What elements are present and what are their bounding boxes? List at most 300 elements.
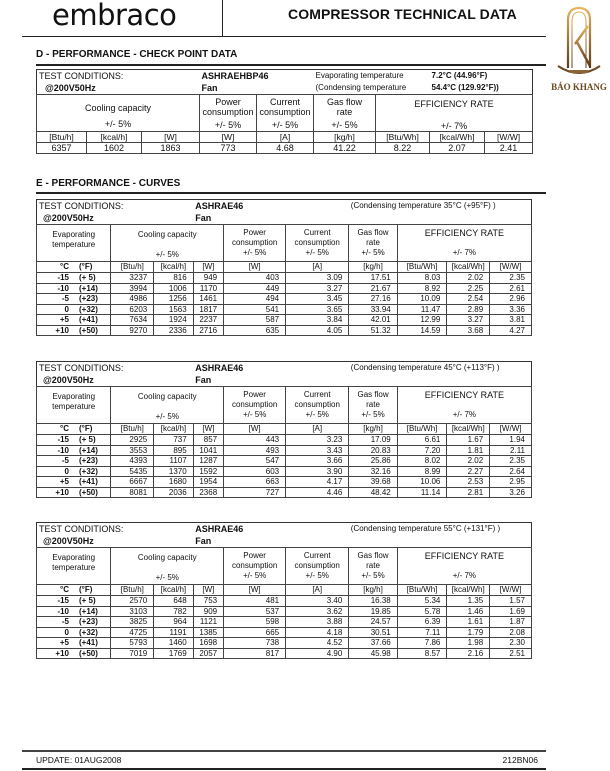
celsius-value: -15 xyxy=(57,273,69,282)
value-cell: 2.30 xyxy=(490,638,532,649)
cooling-capacity-header xyxy=(37,95,200,132)
value-cell: 3.36 xyxy=(490,304,532,315)
value-cell: 1006 xyxy=(154,283,193,294)
footer-rule xyxy=(22,750,546,752)
value-cell: 1370 xyxy=(154,466,193,477)
unit-cell: [kcal/Wh] xyxy=(430,132,485,143)
cooling-capacity-label: Cooling capacity xyxy=(137,553,197,562)
test-conditions-label: TEST CONDITIONS: xyxy=(39,363,124,373)
value-cell: 3.43 xyxy=(286,445,349,456)
fahrenheit-value: (+14) xyxy=(79,283,98,293)
value-cell: 1863 xyxy=(142,143,200,154)
document-header xyxy=(22,0,546,37)
value-cell: 7634 xyxy=(111,315,154,326)
value-cell: 14.59 xyxy=(397,325,447,336)
tolerance-label: +/- 5% xyxy=(331,119,358,130)
evap-temp-cell xyxy=(37,315,111,326)
consumption-label: consumption xyxy=(259,106,311,117)
unit-cell: [Btu/Wh] xyxy=(397,585,447,596)
value-cell: 42.01 xyxy=(349,315,397,326)
unit-cell: [W] xyxy=(193,585,223,596)
value-cell: 30.51 xyxy=(349,627,397,638)
value-cell: 1.81 xyxy=(447,445,490,456)
unit-cell: [W] xyxy=(224,262,286,273)
test-conditions-label: TEST CONDITIONS: xyxy=(39,524,124,534)
value-cell: 33.94 xyxy=(349,304,397,315)
value-cell: 537 xyxy=(224,606,286,617)
current-header xyxy=(257,95,314,132)
value-cell: 1769 xyxy=(154,648,193,659)
unit-cell: [Btu/h] xyxy=(111,262,154,273)
value-cell: 964 xyxy=(154,617,193,628)
value-cell: 4986 xyxy=(111,294,154,305)
value-cell: 2336 xyxy=(154,325,193,336)
condensing-temperature: (Condensing temperature 55°C (+131°F) ) xyxy=(350,524,501,533)
value-cell: 1287 xyxy=(193,456,223,467)
unit-cell: [kg/h] xyxy=(349,262,397,273)
rate-label: rate xyxy=(366,561,380,570)
value-cell: 403 xyxy=(224,273,286,284)
evaporating-label: Evaporating xyxy=(52,392,96,401)
value-cell: 1107 xyxy=(154,456,193,467)
value-cell: 817 xyxy=(224,648,286,659)
value-cell: 37.66 xyxy=(349,638,397,649)
power-header xyxy=(224,387,286,424)
curve-table-3 xyxy=(36,522,532,659)
cooling-type: Fan xyxy=(201,83,218,93)
table-row xyxy=(37,283,532,294)
celsius-value: +10 xyxy=(55,648,69,658)
value-cell: 1385 xyxy=(193,627,223,638)
power-header xyxy=(224,548,286,585)
values-row xyxy=(37,143,533,154)
celsius-value: +5 xyxy=(59,477,69,486)
tolerance-label: +/- 5% xyxy=(155,412,179,421)
tolerance-label: +/- 5% xyxy=(104,119,132,129)
evap-temp-cell xyxy=(37,445,111,456)
embraco-logo: embraco xyxy=(52,0,177,32)
value-cell: 17.09 xyxy=(349,435,397,446)
table-row xyxy=(37,435,532,446)
value-cell: 3.68 xyxy=(447,325,490,336)
value-cell: 1.35 xyxy=(447,596,490,607)
fahrenheit-unit: (°F) xyxy=(79,262,93,271)
evap-temp-cell xyxy=(37,283,111,294)
value-cell: 11.14 xyxy=(397,487,447,498)
value-cell: 2.35 xyxy=(490,456,532,467)
gas-flow-header xyxy=(314,95,376,132)
tolerance-label: +/- 5% xyxy=(214,119,242,130)
value-cell: 2570 xyxy=(111,596,154,607)
cooling-capacity-label: Cooling capacity xyxy=(137,230,197,239)
evap-temp-value: 7.2°C (44.96°F) xyxy=(431,71,488,80)
value-cell: 3.27 xyxy=(447,315,490,326)
value-cell: 1041 xyxy=(193,445,223,456)
unit-cell: [W] xyxy=(142,132,200,143)
curve-table-2 xyxy=(36,361,532,498)
value-cell: 773 xyxy=(200,143,257,154)
table-row xyxy=(37,294,532,305)
test-conditions-label: TEST CONDITIONS: xyxy=(39,71,124,81)
power-label: Power xyxy=(243,228,266,237)
consumption-label: consumption xyxy=(231,400,278,409)
value-cell: 5793 xyxy=(111,638,154,649)
celsius-value: -5 xyxy=(61,294,69,303)
cooling-capacity-label: Cooling capacity xyxy=(137,392,197,401)
celsius-value: -15 xyxy=(57,596,69,605)
unit-cell: [A] xyxy=(286,585,349,596)
value-cell: 4.90 xyxy=(286,648,349,659)
value-cell: 493 xyxy=(224,445,286,456)
celsius-value: -15 xyxy=(57,435,69,444)
value-cell: 2.89 xyxy=(447,304,490,315)
celsius-value: 0 xyxy=(64,466,69,476)
tolerance-label: +/- 7% xyxy=(452,571,477,580)
value-cell: 1.57 xyxy=(490,596,532,607)
value-cell: 4.27 xyxy=(490,325,532,336)
value-cell: 1460 xyxy=(154,638,193,649)
watermark-text: BÁO KHANG xyxy=(551,82,607,92)
unit-cell: [W/W] xyxy=(490,424,532,435)
power-header xyxy=(224,225,286,262)
value-cell: 2.27 xyxy=(447,466,490,477)
value-cell: 45.98 xyxy=(349,648,397,659)
gas-flow-label: Gas flow xyxy=(327,96,363,107)
fahrenheit-value: (+23) xyxy=(79,617,98,626)
value-cell: 665 xyxy=(224,627,286,638)
value-cell: 3.65 xyxy=(286,304,349,315)
value-cell: 5.34 xyxy=(397,596,447,607)
power-label: Power xyxy=(243,551,266,560)
tolerance-label: +/- 5% xyxy=(361,410,385,419)
value-cell: 41.22 xyxy=(314,143,376,154)
unit-cell: [kcal/h] xyxy=(87,132,142,143)
value-cell: 6203 xyxy=(111,304,154,315)
value-cell: 443 xyxy=(224,435,286,446)
unit-cell: [Btu/Wh] xyxy=(397,262,447,273)
value-cell: 19.85 xyxy=(349,606,397,617)
value-cell: 738 xyxy=(224,638,286,649)
table-row xyxy=(37,606,532,617)
current-header xyxy=(286,387,349,424)
cooling-capacity-header xyxy=(111,387,224,424)
fahrenheit-value: (+41) xyxy=(79,477,98,486)
value-cell: 2.96 xyxy=(490,294,532,305)
tolerance-label: +/- 5% xyxy=(155,573,179,582)
value-cell: 8.99 xyxy=(397,466,447,477)
gas-flow-header xyxy=(349,548,397,585)
celsius-value: -10 xyxy=(57,283,69,293)
cooling-type: Fan xyxy=(195,536,212,546)
evap-temp-cell xyxy=(37,294,111,305)
table-row xyxy=(37,617,532,628)
tolerance-label: +/- 5% xyxy=(305,410,329,419)
current-label: Current xyxy=(303,390,331,399)
value-cell: 3553 xyxy=(111,445,154,456)
fahrenheit-value: (+41) xyxy=(79,638,98,647)
value-cell: 4.46 xyxy=(286,487,349,498)
evap-temp-header xyxy=(37,548,111,585)
gas-flow-label: Gas flow xyxy=(357,228,389,237)
evap-temp-cell xyxy=(37,617,111,628)
voltage-frequency: @200V50Hz xyxy=(43,536,94,546)
unit-cell: [Btu/h] xyxy=(111,424,154,435)
consumption-label: consumption xyxy=(231,561,278,570)
celsius-unit: °C xyxy=(60,585,69,594)
temperature-label: temperature xyxy=(52,563,96,572)
value-cell: 1698 xyxy=(193,638,223,649)
value-cell: 3.84 xyxy=(286,315,349,326)
consumption-label: consumption xyxy=(231,238,278,247)
value-cell: 3.62 xyxy=(286,606,349,617)
celsius-value: 0 xyxy=(64,627,69,637)
bao-khang-logo-icon xyxy=(548,0,610,82)
value-cell: 10.06 xyxy=(397,477,447,488)
test-conditions-label: TEST CONDITIONS: xyxy=(39,201,124,211)
section-e-rule xyxy=(36,192,546,194)
value-cell: 635 xyxy=(224,325,286,336)
tolerance-label: +/- 5% xyxy=(155,250,179,259)
unit-cell: [Btu/h] xyxy=(37,132,87,143)
gas-flow-header xyxy=(349,225,397,262)
unit-cell: [W] xyxy=(193,424,223,435)
value-cell: 753 xyxy=(193,596,223,607)
table-row xyxy=(37,445,532,456)
value-cell: 1.61 xyxy=(447,617,490,628)
current-label: Current xyxy=(303,228,331,237)
temperature-label: temperature xyxy=(52,402,96,411)
tolerance-label: +/- 5% xyxy=(305,571,329,580)
current-header xyxy=(286,548,349,585)
value-cell: 2.16 xyxy=(447,648,490,659)
table-row xyxy=(37,627,532,638)
evap-temp-cell xyxy=(37,466,111,477)
condensing-temperature: (Condensing temperature 35°C (+95°F) ) xyxy=(350,201,496,210)
efficiency-header xyxy=(397,387,531,424)
evap-temp-cell xyxy=(37,596,111,607)
document-code: 212BN06 xyxy=(502,755,538,765)
value-cell: 8.02 xyxy=(397,456,447,467)
gas-flow-label: Gas flow xyxy=(357,390,389,399)
value-cell: 3994 xyxy=(111,283,154,294)
value-cell: 949 xyxy=(193,273,223,284)
value-cell: 3237 xyxy=(111,273,154,284)
value-cell: 2.53 xyxy=(447,477,490,488)
voltage-frequency: @200V50Hz xyxy=(45,83,96,93)
unit-cell: [W] xyxy=(200,132,257,143)
current-header xyxy=(286,225,349,262)
cooling-capacity-header xyxy=(111,548,224,585)
unit-cell: [Btu/Wh] xyxy=(397,424,447,435)
tolerance-label: +/- 5% xyxy=(242,248,267,257)
unit-cell: [A] xyxy=(286,262,349,273)
value-cell: 21.67 xyxy=(349,283,397,294)
test-standard: ASHRAE46 xyxy=(195,201,244,211)
value-cell: 598 xyxy=(224,617,286,628)
celsius-value: 0 xyxy=(64,304,69,314)
current-label: Current xyxy=(270,96,301,107)
table-row xyxy=(37,596,532,607)
celsius-value: -10 xyxy=(57,606,69,616)
temp-unit-cell xyxy=(37,424,111,435)
fahrenheit-unit: (°F) xyxy=(79,424,93,433)
evap-temp-cell xyxy=(37,606,111,617)
celsius-value: -5 xyxy=(61,456,69,465)
evap-temp-header xyxy=(37,225,111,262)
value-cell: 2925 xyxy=(111,435,154,446)
fahrenheit-value: (+23) xyxy=(79,456,98,465)
unit-cell: [kcal/h] xyxy=(154,262,193,273)
section-d-title: D - PERFORMANCE - CHECK POINT DATA xyxy=(36,49,238,60)
value-cell: 6.61 xyxy=(397,435,447,446)
consumption-label: consumption xyxy=(294,400,340,409)
section-d-rule xyxy=(36,64,546,66)
value-cell: 4725 xyxy=(111,627,154,638)
evap-temp-label: Evaporating temperature xyxy=(315,71,404,80)
unit-cell: [W/W] xyxy=(490,262,532,273)
value-cell: 8.22 xyxy=(376,143,430,154)
unit-cell: [kg/h] xyxy=(349,585,397,596)
table-row xyxy=(37,638,532,649)
value-cell: 6667 xyxy=(111,477,154,488)
value-cell: 25.86 xyxy=(349,456,397,467)
unit-cell: [kcal/h] xyxy=(154,585,193,596)
value-cell: 1.94 xyxy=(490,435,532,446)
value-cell: 2.35 xyxy=(490,273,532,284)
value-cell: 2.61 xyxy=(490,283,532,294)
value-cell: 1680 xyxy=(154,477,193,488)
units-row xyxy=(37,132,533,143)
value-cell: 20.83 xyxy=(349,445,397,456)
value-cell: 1602 xyxy=(87,143,142,154)
value-cell: 2.51 xyxy=(490,648,532,659)
value-cell: 7.86 xyxy=(397,638,447,649)
value-cell: 5.78 xyxy=(397,606,447,617)
celsius-unit: °C xyxy=(60,262,69,271)
value-cell: 895 xyxy=(154,445,193,456)
value-cell: 4.68 xyxy=(257,143,314,154)
section-e-title: E - PERFORMANCE - CURVES xyxy=(36,178,181,189)
condensing-temperature: (Condensing temperature 45°C (+113°F) ) xyxy=(350,363,500,372)
value-cell: 2.02 xyxy=(447,273,490,284)
value-cell: 6357 xyxy=(37,143,87,154)
tolerance-label: +/- 5% xyxy=(361,248,385,257)
evap-temp-cell xyxy=(37,456,111,467)
value-cell: 11.47 xyxy=(397,304,447,315)
value-cell: 24.57 xyxy=(349,617,397,628)
unit-cell: [A] xyxy=(257,132,314,143)
value-cell: 6.39 xyxy=(397,617,447,628)
celsius-value: +5 xyxy=(59,315,69,324)
celsius-value: +5 xyxy=(59,638,69,647)
value-cell: 2237 xyxy=(193,315,223,326)
celsius-value: +10 xyxy=(55,325,69,335)
value-cell: 816 xyxy=(154,273,193,284)
value-cell: 3.90 xyxy=(286,466,349,477)
value-cell: 4393 xyxy=(111,456,154,467)
fahrenheit-value: (+32) xyxy=(79,466,98,476)
table-row xyxy=(37,273,532,284)
current-label: Current xyxy=(303,551,331,560)
value-cell: 1.87 xyxy=(490,617,532,628)
table-row xyxy=(37,477,532,488)
value-cell: 2.11 xyxy=(490,445,532,456)
value-cell: 1924 xyxy=(154,315,193,326)
unit-cell: [Btu/Wh] xyxy=(376,132,430,143)
tolerance-label: +/- 5% xyxy=(242,571,267,580)
value-cell: 2057 xyxy=(193,648,223,659)
evap-temp-cell xyxy=(37,325,111,336)
value-cell: 2.95 xyxy=(490,477,532,488)
value-cell: 4.52 xyxy=(286,638,349,649)
value-cell: 1817 xyxy=(193,304,223,315)
curve-table-1 xyxy=(36,199,532,336)
value-cell: 1170 xyxy=(193,283,223,294)
value-cell: 1121 xyxy=(193,617,223,628)
evap-temp-cell xyxy=(37,487,111,498)
value-cell: 857 xyxy=(193,435,223,446)
value-cell: 17.51 xyxy=(349,273,397,284)
evap-temp-header xyxy=(37,387,111,424)
evaporating-label: Evaporating xyxy=(52,230,96,239)
value-cell: 1191 xyxy=(154,627,193,638)
value-cell: 727 xyxy=(224,487,286,498)
unit-cell: [W] xyxy=(224,424,286,435)
consumption-label: consumption xyxy=(294,238,340,247)
celsius-unit: °C xyxy=(60,424,69,433)
unit-cell: [W/W] xyxy=(490,585,532,596)
value-cell: 7.20 xyxy=(397,445,447,456)
voltage-frequency: @200V50Hz xyxy=(43,213,94,223)
value-cell: 3.27 xyxy=(286,283,349,294)
value-cell: 1256 xyxy=(154,294,193,305)
voltage-frequency: @200V50Hz xyxy=(43,375,94,385)
celsius-value: -10 xyxy=(57,445,69,455)
evap-temp-cell xyxy=(37,627,111,638)
fahrenheit-value: (+32) xyxy=(79,627,98,637)
test-standard: ASHRAEHBP46 xyxy=(201,71,269,81)
celsius-value: -5 xyxy=(61,617,69,626)
footer-bottom-rule xyxy=(22,768,546,770)
update-date: UPDATE: 01AUG2008 xyxy=(36,755,122,765)
value-cell: 8.57 xyxy=(397,648,447,659)
value-cell: 494 xyxy=(224,294,286,305)
unit-cell: [A] xyxy=(286,424,349,435)
cooling-type: Fan xyxy=(195,213,212,223)
value-cell: 3825 xyxy=(111,617,154,628)
cooling-capacity-label: Cooling capacity xyxy=(84,103,152,113)
value-cell: 3.26 xyxy=(490,487,532,498)
cond-temp-label: (Condensing temperature xyxy=(315,83,407,92)
value-cell: 3.66 xyxy=(286,456,349,467)
value-cell: 8.92 xyxy=(397,283,447,294)
value-cell: 9270 xyxy=(111,325,154,336)
value-cell: 16.38 xyxy=(349,596,397,607)
evap-temp-cell xyxy=(37,304,111,315)
value-cell: 1.98 xyxy=(447,638,490,649)
efficiency-header xyxy=(376,95,533,132)
value-cell: 3.45 xyxy=(286,294,349,305)
value-cell: 1954 xyxy=(193,477,223,488)
tolerance-label: +/- 5% xyxy=(361,571,385,580)
value-cell: 32.16 xyxy=(349,466,397,477)
unit-cell: [kcal/h] xyxy=(154,424,193,435)
value-cell: 3.09 xyxy=(286,273,349,284)
value-cell: 2.02 xyxy=(447,456,490,467)
unit-cell: [kg/h] xyxy=(314,132,376,143)
unit-cell: [kcal/Wh] xyxy=(447,585,490,596)
efficiency-label: EFFICIENCY RATE xyxy=(414,99,494,109)
